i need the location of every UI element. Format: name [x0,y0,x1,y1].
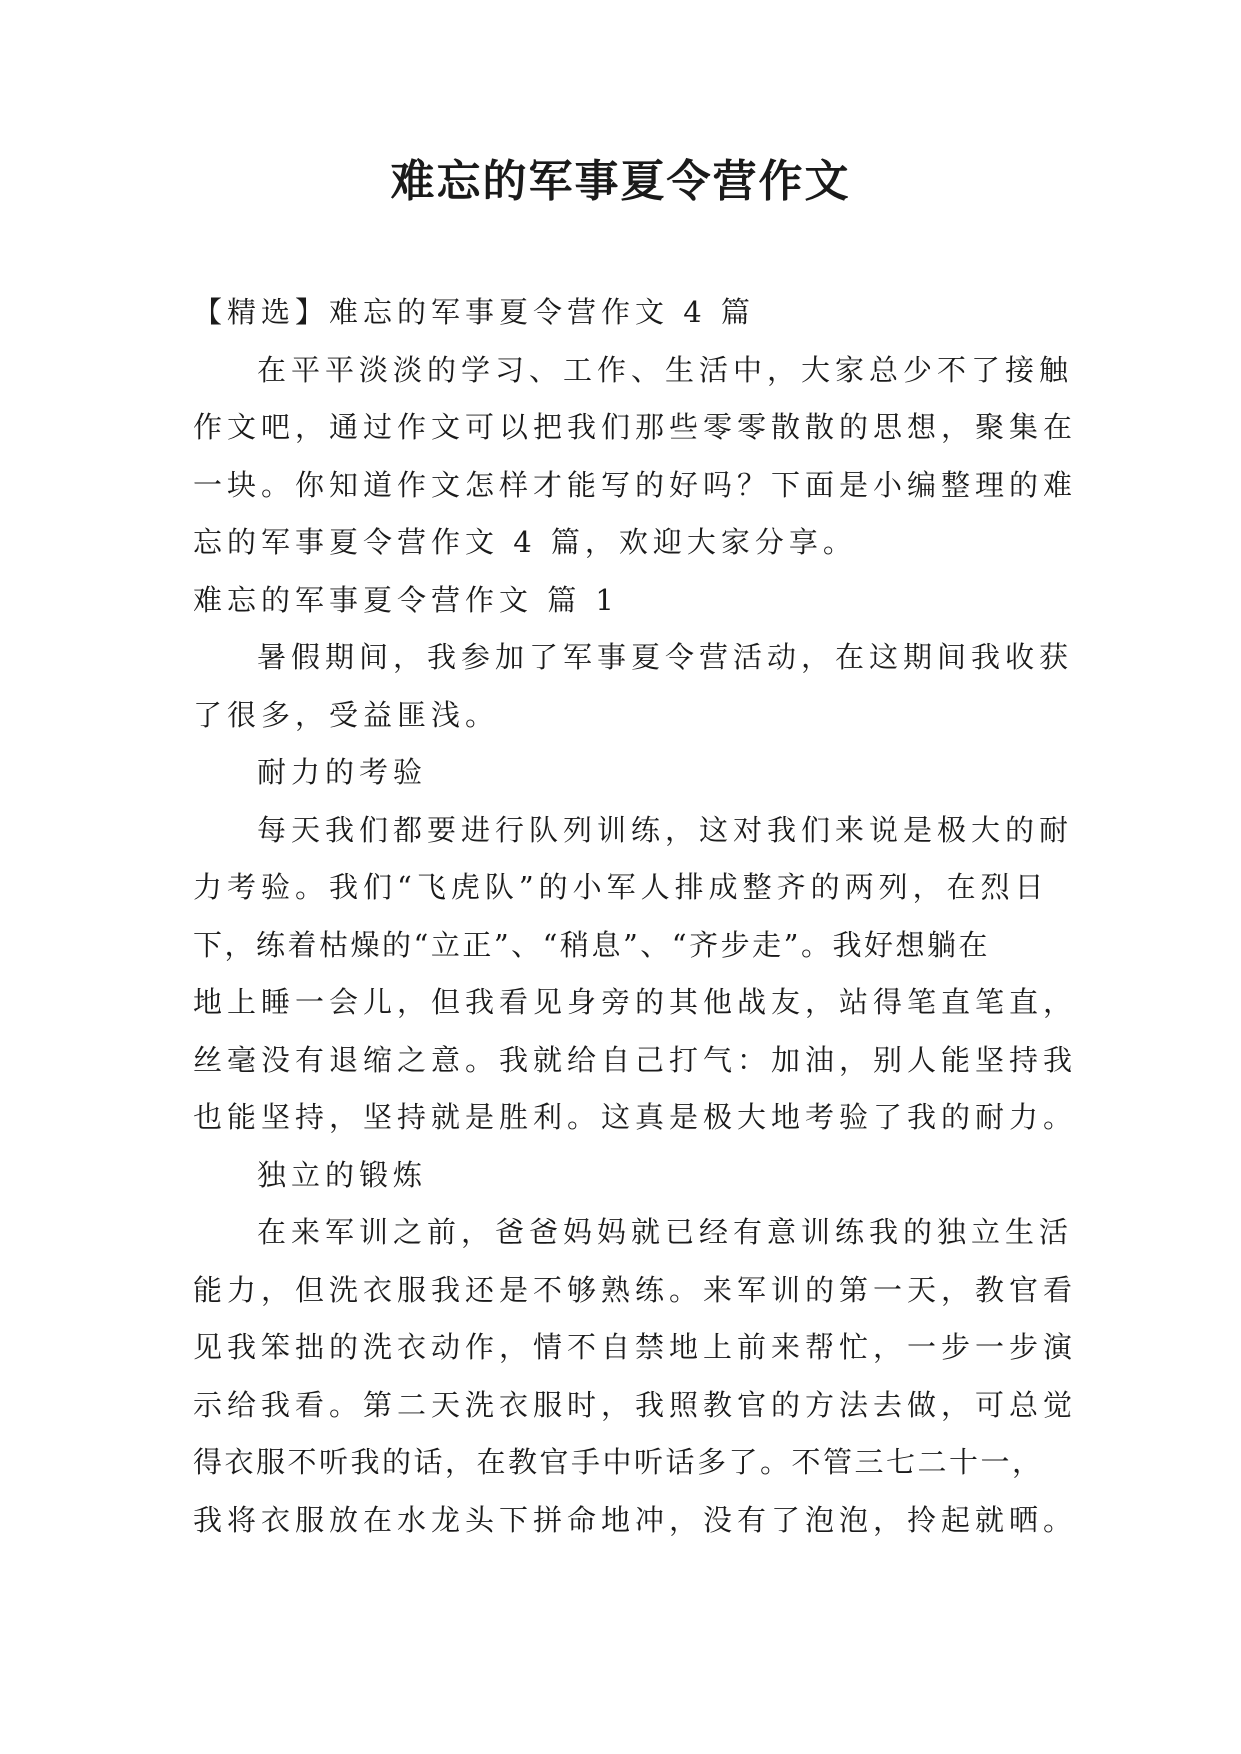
paragraph-line: 作文吧，通过作文可以把我们那些零零散散的思想，聚集在 [193,410,1078,444]
paragraph-line: 我将衣服放在水龙头下拼命地冲，没有了泡泡，拎起就晒。 [193,1502,1078,1537]
paragraph-line: 示给我看。第二天洗衣服时，我照教官的方法去做，可总觉 [193,1387,1078,1422]
subsection-heading: 独立的锻炼 [257,1157,428,1192]
section-heading: 难忘的军事夏令营作文 篇 1 [193,582,619,617]
paragraph-line: 在来军训之前，爸爸妈妈就已经有意训练我的独立生活 [257,1215,1074,1249]
subtitle-line: 【精选】难忘的军事夏令营作文 4 篇 [193,295,755,329]
paragraph-line: 力考验。我们“飞虎队”的小军人排成整齐的两列，在烈日 [193,870,1049,904]
paragraph-line: 能力，但洗衣服我还是不够熟练。来军训的第一天，教官看 [193,1272,1078,1307]
paragraph-line: 见我笨拙的洗衣动作，情不自禁地上前来帮忙，一步一步演 [193,1330,1078,1364]
paragraph-line: 了很多，受益匪浅。 [193,697,500,732]
paragraph-line: 下，练着枯燥的“立正”、“稍息”、“齐步走”。我好想躺在 [193,927,990,962]
paragraph-line: 在平平淡淡的学习、工作、生活中，大家总少不了接触 [257,352,1074,387]
paragraph-line: 得衣服不听我的话，在教官手中听话多了。不管三七二十一， [193,1445,1044,1479]
paragraph-line: 忘的军事夏令营作文 4 篇，欢迎大家分享。 [193,525,857,559]
document-body [193,284,1078,1549]
paragraph-line: 也能坚持，坚持就是胜利。这真是极大地考验了我的耐力。 [193,1100,1078,1134]
subsection-heading: 耐力的考验 [257,755,428,789]
paragraph-line: 地上睡一会儿，但我看见身旁的其他战友，站得笔直笔直， [193,985,1078,1019]
paragraph-line: 一块。你知道作文怎样才能写的好吗？下面是小编整理的难 [193,467,1078,502]
document-title: 难忘的军事夏令营作文 [390,156,851,207]
paragraph-line: 每天我们都要进行队列训练，这对我们来说是极大的耐 [257,812,1074,847]
paragraph-line: 暑假期间，我参加了军事夏令营活动，在这期间我收获 [257,640,1074,674]
paragraph-line: 丝毫没有退缩之意。我就给自己打气：加油，别人能坚持我 [193,1042,1078,1077]
